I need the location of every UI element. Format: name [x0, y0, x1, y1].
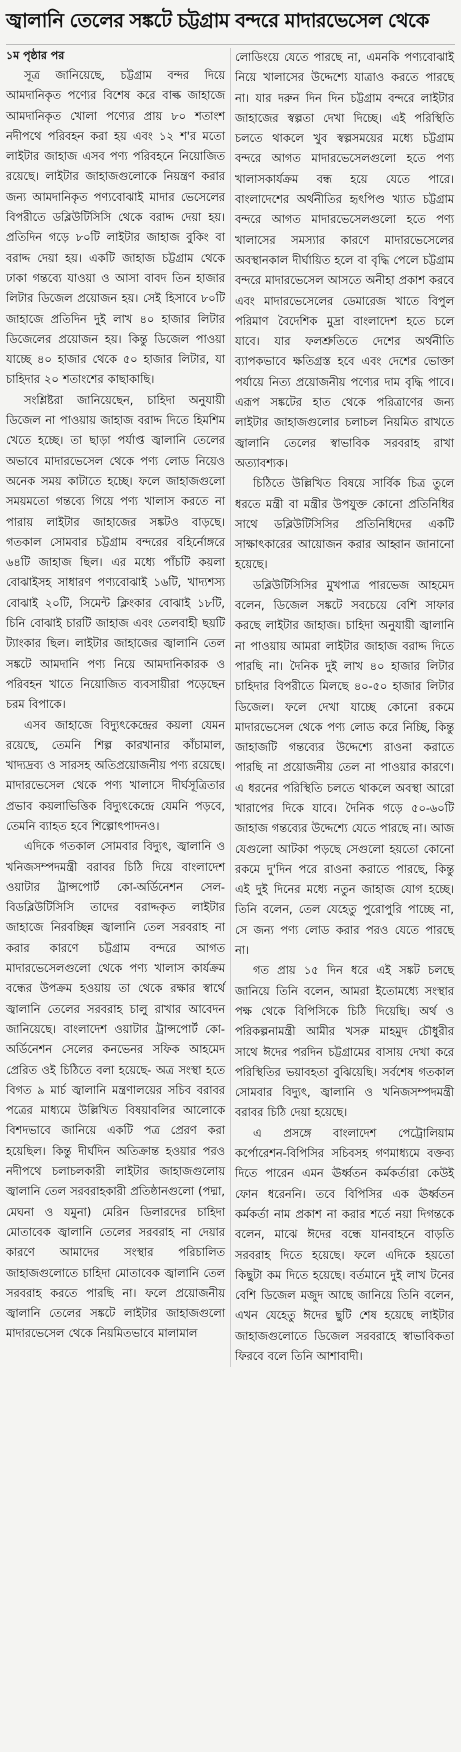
paragraph: সূত্র জানিয়েছে, চট্টগ্রাম বন্দর দিয়ে আমদানিকৃত পণ্যের বিশেষ করে বাল্ক জাহাজে আমদানিকৃত খোলা পণ্যের প্রায় ৮০ শতাংশ নদীপথে পরিবহন করা হয় এবং ১২ শ'র মতো লাইটার জাহাজ এসব পণ্য পরিবহনে নিয়োজিত রয়েছে। লাইটার জাহাজগুলোকে নিয়ন্ত্রণ করার জন্য আমদানিকৃত পণ্যবোঝাই মাদার ভেসেলের বিপরীতে ডব্লিউটিসিসি থেকে বরাদ্দ দেয়া হয়। প্রতিদিন গড়ে ৮০টি লাইটার জাহাজ বুকিং বা বরাদ্দ দেয়া হয়। একটি জাহাজ চট্টগ্রাম থেকে ঢাকা গন্তব্যে যাওয়া ও আসা বাবদ তিন হাজার লিটার ডিজেল প্রয়োজন হয়। সেই হিসাবে ৮০টি জাহাজে প্রতিদিন দুই লাখ ৪০ হাজার লিটার ডিজেলের প্রয়োজন হয়। কিন্তু ডিজেল পাওয়া যাচ্ছে ৪০ হাজার থেকে ৫০ হাজার লিটার, যা চাহিদার ২০ শতাংশের কাছাকাছি। — [6, 69, 225, 387]
paragraph: গত প্রায় ১৫ দিন ধরে এই সঙ্কট চলছে জানিয়ে তিনি বলেন, আমরা ইতোমধ্যে সংস্থার পক্ষ থেকে বিপিসিকে চিঠি দিয়েছি। অর্থ ও পরিকল্পনামন্ত্রী আমীর খসরু মাহমুদ চৌধুরীর সাথে ঈদের পরদিন চট্টগ্রামের বাসায় দেখা করে পরিস্থিতির ভয়াবহতা বুঝিয়েছি। সর্বশেষ গতকাল সোমবার বিদ্যুৎ, জ্বালানি ও খনিজসম্পদমন্ত্রী বরাবর চিঠি দেয়া হয়েছে। — [235, 964, 454, 1120]
paragraph: সংশ্লিষ্টরা জানিয়েছেন, চাহিদা অনুযায়ী ডিজেল না পাওয়ায় জাহাজ বরাদ্দ দিতে হিমশিম খেতে হচ্ছে। তা ছাড়া পর্যাপ্ত জ্বালানি তেলের অভাবে মাদারভেসেল থেকে পণ্য লোড নিয়েও অনেক সময় কাটাতে হচ্ছে। ফলে জাহাজগুলো সময়মতো গন্তব্যে গিয়ে পণ্য খালাস করতে না পারায় লাইটার জাহাজের সঙ্কটও বাড়ছে। গতকাল সোমবার চট্টগ্রাম বন্দরের বহির্নোঙ্গরে ৬৪টি জাহাজ ছিল। এর মধ্যে পাঁচটি কয়লা বোঝাইসহ সাধারণ পণ্যবোঝাই ১৬টি, খাদ্যশস্য বোঝাই ২০টি, সিমেন্ট ক্লিংকার বোঝাই ১৮টি, চিনি বোঝাই চারটি জাহাজ এবং তেলবাহী ছয়টি ট্যাংকার ছিল। লাইটার জাহাজের জ্বালানি তেল সঙ্কটে আমদানি পণ্য নিয়ে আমদানিকারক ও পরিবহন খাতে নিয়োজিত ব্যবসায়ীরা পড়েছেন চরম বিপাকে। — [6, 393, 225, 712]
column-left — [6, 48, 225, 1367]
paragraph: লোডিংয়ে যেতে পারছে না, এমনকি পণ্যবোঝাই নিয়ে খালাসের উদ্দেশ্যে যাত্রাও করতে পারছে না। যার দরুন দিন দিন চট্টগ্রাম বন্দরে লাইটার জাহাজের স্বল্পতা দেখা দিচ্ছে। এই পরিস্থিতি চলতে থাকলে খুব স্বল্পসময়ের মধ্যে চট্টগ্রাম বন্দরে আগত মাদারভেসেলগুলো হতে পণ্য খালাসকার্যক্রম বন্ধ হয়ে যেতে পারে। বাংলাদেশের অর্থনীতির হৃৎপিণ্ড খ্যাত চট্টগ্রাম বন্দরে আগত মাদারভেসেলগুলো হতে পণ্য খালাসের সমস্যার কারণে মাদারভেসেলের অবস্থানকাল দীর্ঘায়িত হলে বা বৃদ্ধি পেলে চট্টগ্রাম বন্দরে মাদারভেসেল আসতে অনীহা প্রকাশ করবে এবং মাদারভেসেলের ডেমারেজ খাতে বিপুল পরিমাণ বৈদেশিক মুদ্রা বাংলাদেশ হতে চলে যাবে। যার ফলশ্রুতিতে দেশের অর্থনীতি ব্যাপকভাবে ক্ষতিগ্রস্ত হবে এবং দেশের ভোক্তা পর্যায়ে নিত্য প্রয়োজনীয় পণ্যের দাম বৃদ্ধি পাবে। এরূপ সঙ্কটের হাত থেকে পরিত্রাণের জন্য লাইটার জাহাজগুলোর চলাচল নিয়মিত রাখতে জ্বালানি তেলের স্বাভাবিক সরবরাহ রাখা অত্যাবশ্যক। — [235, 51, 454, 470]
paragraph: এসব জাহাজে বিদ্যুৎকেন্দ্রের কয়লা যেমন রয়েছে, তেমনি শিল্প কারখানার কাঁচামাল, খাদ্যদ্রব্য ও সারসহ অতিপ্রয়োজনীয় পণ্য রয়েছে। মাদারভেসেল থেকে পণ্য খালাসে দীর্ঘসূত্রিতার প্রভাব কয়লাভিত্তিক বিদ্যুৎকেন্দ্রে যেমনি পড়বে, তেমনি ব্যাহত হবে শিল্পোৎপাদনও। — [6, 718, 225, 833]
continuation-kicker: ১ম পৃষ্ঠার পর — [6, 49, 65, 62]
paragraph: চিঠিতে উল্লিখিত বিষয়ে সার্বিক চিত্র তুলে ধরতে মন্ত্রী বা মন্ত্রীর উপযুক্ত কোনো প্রতিনিধির সাথে ডব্লিউটিসিসির প্রতিনিধিদের একটি সাক্ষাৎকারের আয়োজন করার আহ্বান জানানো হয়েছে। — [235, 477, 454, 572]
column-right — [230, 48, 454, 1367]
paragraph: ডব্লিউটিসিসির মুখপাত্র পারভেজ আহমেদ বলেন, ডিজেল সঙ্কটে সবচেয়ে বেশি সাফার করছে লাইটার জাহাজ। চাহিদা অনুযায়ী জ্বালানি না পাওয়ায় আমরা লাইটার জাহাজ বরাদ্দ দিতে পারছি না। দৈনিক দুই লাখ ৪০ হাজার লিটার চাহিদার বিপরীতে মিলছে ৪০-৫০ হাজার লিটার ডিজেল। ফলে দেখা যাচ্ছে কোনো রকমে মাদারভেসেল থেকে পণ্য লোড করে নিচ্ছি, কিন্তু জাহাজটি গন্তব্যের উদ্দেশ্যে রাওনা করাতে পারছি না প্রয়োজনীয় তেল না পাওয়ার কারণে। এ ধরনের পরিস্থিতি চলতে থাকলে অবস্থা আরো খারাপের দিকে যাবে। দৈনিক গড়ে ৫০-৬০টি জাহাজ গন্তব্যের উদ্দেশ্যে যেতে পারছে না। আজ যেগুলো আটকা পড়ছে সেগুলো হয়তো কোনো রকমে দু'দিন পরে রাওনা করাতে পারছে, কিন্তু এই দুই দিনের মধ্যে নতুন জাহাজ যোগ হচ্ছে। তিনি বলেন, তেল যেহেতু পুরোপুরি পাচ্ছে না, সে জন্য পণ্য লোড করার পরও যেতে পারছে না। — [235, 578, 454, 958]
paragraph: এদিকে গতকাল সোমবার বিদ্যুৎ, জ্বালানি ও খনিজসম্পদমন্ত্রী বরাবর চিঠি দিয়ে বাংলাদেশ ওয়াটার ট্রান্সপোর্ট কো-অর্ডিনেশন সেল-বিডব্লিউটিসিসি তাদের বরাদ্দকৃত লাইটার জাহাজে নিরবচ্ছিন্ন জ্বালানি তেল সরবরাহ না করার কারণে চট্টগ্রাম বন্দরে আগত মাদারভেসেলগুলো থেকে পণ্য খালাস কার্যক্রম বন্ধের উপক্রম হওয়ায় তা থেকে রক্ষার স্বার্থে জ্বালানি তেলের সরবরাহ চালু রাখার আবেদন জানিয়েছে। বাংলাদেশ ওয়াটার ট্রান্সপোর্ট কো-অর্ডিনেশন সেলের কনভেনর সফিক আহমেদ প্রেরিত ওই চিঠিতে বলা হয়েছে- অত্র সংস্থা হতে বিগত ৯ মার্চ জ্বালানি মন্ত্রণালয়ের সচিব বরাবর পত্রের মাধ্যমে উল্লিখিত বিষয়াবলির আলোকে বিশদভাবে জানিয়ে একটি পত্র প্রেরণ করা হয়েছিল। কিন্তু দীর্ঘদিন অতিক্রান্ত হওয়ার পরও নদীপথে চলাচলকারী লাইটার জাহাজগুলোয় জ্বালানি তেল সরবরাহকারী প্রতিষ্ঠানগুলো (পদ্মা, মেঘনা ও যমুনা) মেরিন ডিলারদের চাহিদা মোতাবেক জ্বালানি তেলের সরবরাহ না দেয়ার কারণে আমাদের সংস্থার পরিচালিত জাহাজগুলোতে চাহিদা মোতাবেক জ্বালানি তেল সরবরাহ করতে পারছি না। ফলে প্রয়োজনীয় জ্বালানি তেলের সঙ্কটে লাইটার জাহাজগুলো মাদারভেসেল থেকে নিয়মিতভাবে মালামাল — [6, 840, 225, 1341]
paragraph: এ প্রসঙ্গে বাংলাদেশ পেট্রোলিয়াম কর্পোরেশন-বিপিসির সচিবসহ গণমাধ্যমে বক্তব্য দিতে পারেন এমন ঊর্ধ্বতন কর্মকর্তারা কেউই ফোন ধরেননি। তবে বিপিসির এক ঊর্ধ্বতন কর্মকর্তা নাম প্রকাশ না করার শর্তে নয়া দিগন্তকে বলেন, মাঝে ঈদের বন্ধে যানবাহনে বাড়তি সরবরাহ দিতে হয়েছে। ফলে এদিকে হয়তো কিছুটা কম দিতে হয়েছে। বর্তমানে দুই লাখ টনের বেশি ডিজেল মজুদ আছে জানিয়ে তিনি বলেন, এখন যেহেতু ঈদের ছুটি শেষ হয়েছে লাইটার জাহাজগুলোতে ডিজেল সরবরাহে স্বাভাবিকতা ফিরবে বলে তিনি আশাবাদী। — [235, 1126, 454, 1363]
article-body — [6, 44, 455, 1367]
headline: জ্বালানি তেলের সঙ্কটে চট্টগ্রাম বন্দরে মাদারভেসেল থেকে — [6, 9, 429, 32]
